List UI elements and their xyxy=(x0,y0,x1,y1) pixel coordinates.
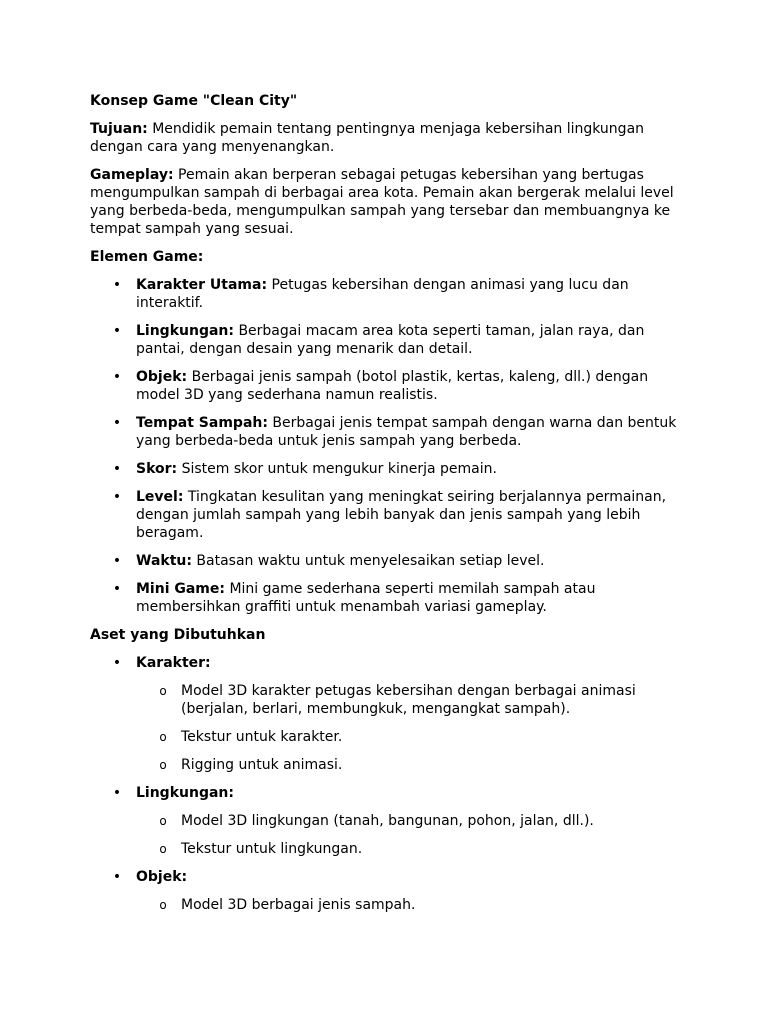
item-label: Lingkungan: xyxy=(136,323,234,339)
item-text: Berbagai jenis sampah (botol plastik, kertas, kaleng, dll.) dengan model 3D yang sederhana namun realistis. xyxy=(136,369,649,403)
bullet-icon: • xyxy=(112,581,122,597)
sub-item-text: Rigging untuk animasi. xyxy=(181,757,343,773)
tujuan-text: Mendidik pemain tentang pentingnya menjaga kebersihan lingkungan dengan cara yang menyenangkan. xyxy=(90,121,645,155)
sub-item-text: Model 3D lingkungan (tanah, bangunan, pohon, jalan, dll.). xyxy=(181,813,594,829)
elemen-item-skor xyxy=(90,460,680,478)
bullet-icon: • xyxy=(112,489,122,505)
item-label: Karakter Utama: xyxy=(136,277,268,293)
sub-item-text: Model 3D berbagai jenis sampah. xyxy=(181,897,416,913)
aset-group-objek xyxy=(90,868,680,914)
aset-sublist-karakter xyxy=(136,682,680,774)
gameplay-paragraph xyxy=(90,166,680,238)
item-text: Petugas kebersihan dengan animasi yang lucu dan interaktif. xyxy=(136,277,629,311)
bullet-icon: • xyxy=(112,553,122,569)
group-label: Karakter: xyxy=(136,655,211,671)
elemen-item-karakter-utama xyxy=(90,276,680,312)
gameplay-label: Gameplay: xyxy=(90,167,174,183)
aset-group-lingkungan xyxy=(90,784,680,858)
elemen-item-tempat-sampah xyxy=(90,414,680,450)
tujuan-paragraph xyxy=(90,120,680,156)
bullet-icon: • xyxy=(112,461,122,477)
circle-bullet-icon: o xyxy=(159,730,167,744)
circle-bullet-icon: o xyxy=(159,684,167,698)
group-label: Objek: xyxy=(136,869,188,885)
tujuan-label: Tujuan: xyxy=(90,121,148,137)
item-text: Berbagai jenis tempat sampah dengan warna dan bentuk yang berbeda-beda untuk jenis sampah yang berbeda. xyxy=(136,415,677,449)
item-label: Mini Game: xyxy=(136,581,225,597)
bullet-icon: • xyxy=(112,785,122,801)
elemen-item-mini-game xyxy=(90,580,680,616)
circle-bullet-icon: o xyxy=(159,814,167,828)
aset-sublist-lingkungan xyxy=(136,812,680,858)
bullet-icon: • xyxy=(112,277,122,293)
aset-heading: Aset yang Dibutuhkan xyxy=(90,627,266,643)
elemen-list xyxy=(90,276,680,616)
item-text: Tingkatan kesulitan yang meningkat seiring berjalannya permainan, dengan jumlah sampah yang lebih banyak dan jenis sampah yang lebih beragam. xyxy=(136,489,667,541)
sub-list-item xyxy=(136,682,680,718)
item-text: Sistem skor untuk mengukur kinerja pemain. xyxy=(177,461,497,477)
sub-list-item xyxy=(136,840,680,858)
item-text: Batasan waktu untuk menyelesaikan setiap level. xyxy=(191,553,545,569)
sub-item-text: Model 3D karakter petugas kebersihan dengan berbagai animasi (berjalan, berlari, membungkuk, mengangkat sampah). xyxy=(181,683,636,717)
item-label: Skor: xyxy=(136,461,178,477)
aset-group-karakter xyxy=(90,654,680,774)
sub-list-item xyxy=(136,812,680,830)
bullet-icon: • xyxy=(112,655,122,671)
circle-bullet-icon: o xyxy=(159,898,167,912)
item-label: Waktu: xyxy=(136,553,192,569)
elemen-item-objek xyxy=(90,368,680,404)
elemen-heading: Elemen Game: xyxy=(90,249,204,265)
sub-list-item xyxy=(136,728,680,746)
circle-bullet-icon: o xyxy=(159,758,167,772)
bullet-icon: • xyxy=(112,415,122,431)
bullet-icon: • xyxy=(112,869,122,885)
sub-list-item xyxy=(136,756,680,774)
gameplay-text: Pemain akan berperan sebagai petugas kebersihan yang bertugas mengumpulkan sampah di berbagai area kota. Pemain akan bergerak melalui level yang berbeda-beda, mengumpulkan sampah yang tersebar dan membuangnya ke tempat sampah yang sesuai. xyxy=(90,167,674,237)
item-label: Tempat Sampah: xyxy=(136,415,268,431)
item-label: Objek: xyxy=(136,369,188,385)
bullet-icon: • xyxy=(112,323,122,339)
elemen-item-lingkungan xyxy=(90,322,680,358)
sub-item-text: Tekstur untuk karakter. xyxy=(181,729,343,745)
document-page xyxy=(90,92,680,924)
item-label: Level: xyxy=(136,489,184,505)
aset-sublist-objek xyxy=(136,896,680,914)
document-title: Konsep Game "Clean City" xyxy=(90,93,298,109)
aset-list xyxy=(90,654,680,914)
sub-list-item xyxy=(136,896,680,914)
item-text: Berbagai macam area kota seperti taman, jalan raya, dan pantai, dengan desain yang menarik dan detail. xyxy=(136,323,645,357)
item-text: Mini game sederhana seperti memilah sampah atau membersihkan graffiti untuk menambah variasi gameplay. xyxy=(136,581,596,615)
elemen-item-waktu xyxy=(90,552,680,570)
sub-item-text: Tekstur untuk lingkungan. xyxy=(181,841,363,857)
circle-bullet-icon: o xyxy=(159,842,167,856)
bullet-icon: • xyxy=(112,369,122,385)
group-label: Lingkungan: xyxy=(136,785,234,801)
elemen-item-level xyxy=(90,488,680,542)
